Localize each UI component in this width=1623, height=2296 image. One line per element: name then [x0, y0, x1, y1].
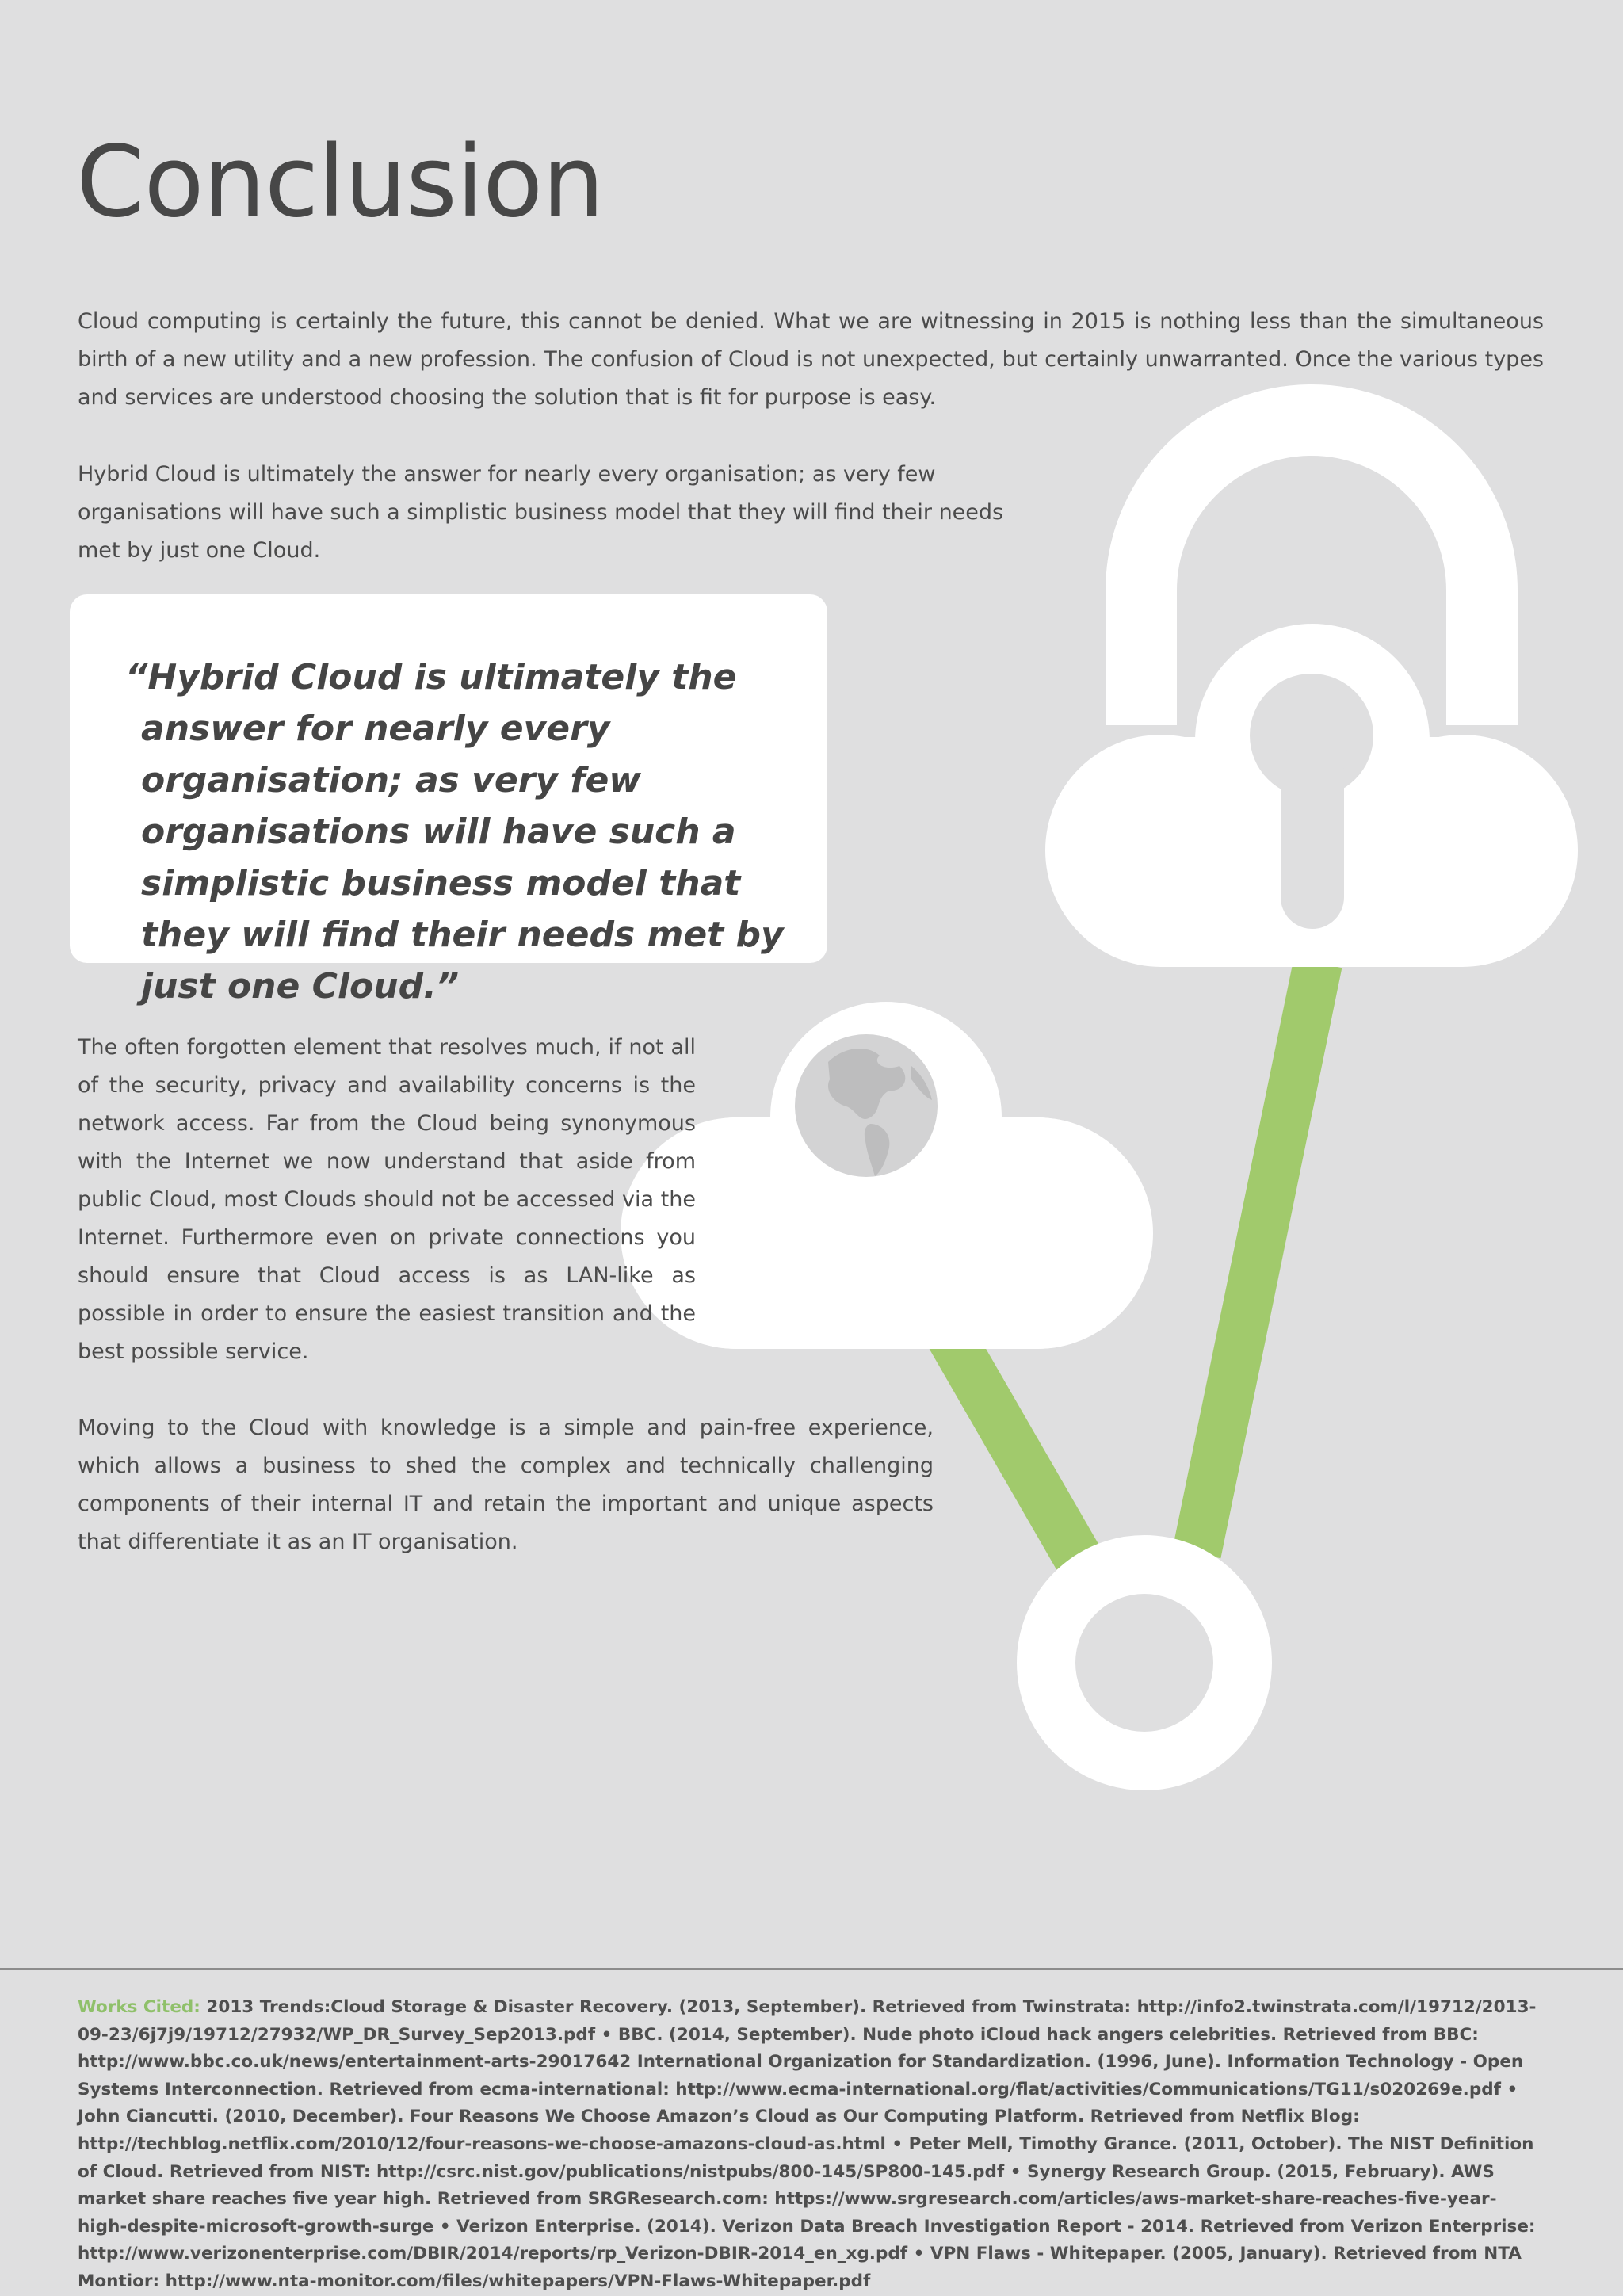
- globe-icon: [795, 1034, 938, 1177]
- globe-cloud-icon: [621, 1002, 1153, 1349]
- intro-paragraph: Cloud computing is certainly the future, this cannot be denied. What we are witnessing in 2015 is nothing less than the simultaneous birth of a new utility and a new profession. The confusion of Cloud is not unexpected, but certainly unwarranted. Once the various types and services are understood choosing the solution that is fit for purpose is easy.: [78, 309, 1544, 410]
- works-cited-label: Works Cited:: [78, 1997, 200, 2017]
- works-cited-text: 2013 Trends:Cloud Storage & Disaster Recovery. (2013, September). Retrieved from Twinstrata: http://info2.twinstrata.com/l/19712/2013-09-23/6j7j9/19712/27932/WP_DR_Survey_Sep2013.pdf • BBC. (2014, September). Nude photo iCloud hack angers celebrities. Retrieved from BBC: http://www.bbc.co.uk/news/entertainment-arts-29017642 International Organization for Standardization. (1996, June). Information Technology - Open Systems Interconnection. Retrieved from ecma-international: http://www.ecma-international.org/flat/activities/Communications/TG11/s020269e.pdf • John Ciancutti. (2010, December). Four Reasons We Choose Amazon’s Cloud as Our Computing Platform. Retrieved from Netflix Blog: http://techblog.netflix.com/2010/12/four-reasons-we-choose-amazons-cloud-as.html • Peter Mell, Timothy Grance. (2011, October). The NIST Definition of Cloud. Retrieved from NIST: http://csrc.nist.gov/publications/nistpubs/800-145/SP800-145.pdf • Synergy Research Group. (2015, February). AWS market share reaches five year high. Retrieved from SRGResearch.com: https://www.srgresearch.com/articles/aws-market-share-reaches-five-year-high-despite-microsoft-growth-surge • Verizon Enterprise. (2014). Verizon Data Breach Investigation Report - 2014. Retrieved from Verizon Enterprise: http://www.verizonenterprise.com/DBIR/2014/reports/rp_Verizon-DBIR-2014_en_xg.pdf • VPN Flaws - Whitepaper. (2005, January). Retrieved from NTA Montior: http://www.nta-monitor.com/files/whitepapers/VPN-Flaws-Whitepaper.pdf: [78, 1997, 1537, 2291]
- works-cited: [78, 1994, 1545, 2296]
- connector-line-lock-to-ring: [1197, 963, 1318, 1553]
- page-title: Conclusion: [76, 125, 604, 239]
- ring-node-icon: [1046, 1564, 1243, 1761]
- network-access-paragraph: The often forgotten element that resolves much, if not all of the security, privacy and availability concerns is the network access. Far from the Cloud being synonymous with the Internet we now understand that aside from public Cloud, most Clouds should not be accessed via the Internet. Furthermore even on private connections you should ensure that Cloud access is as LAN-like as possible in order to ensure the easiest transition and the best possible service.: [78, 1035, 696, 1364]
- moving-to-cloud-paragraph: Moving to the Cloud with knowledge is a simple and pain-free experience, which allows a business to shed the complex and technically challenging components of their internal IT and retain the important and unique aspects that differentiate it as an IT organisation.: [78, 1415, 934, 1554]
- footer-divider: [0, 1968, 1623, 1970]
- connector-line-globe-to-ring: [943, 1324, 1078, 1557]
- hybrid-cloud-paragraph: Hybrid Cloud is ultimately the answer for nearly every organisation; as very few organisations will have such a simplistic business model that they will find their needs met by just one Cloud.: [78, 462, 1004, 563]
- lock-cloud-icon: [1045, 420, 1578, 967]
- pull-quote-text: “Hybrid Cloud is ultimately the answer for nearly every organisation; as very few organisations will have such a simplistic business model that they will find their needs met by just one Cloud.”: [125, 657, 784, 1007]
- pull-quote-box: [70, 594, 827, 1007]
